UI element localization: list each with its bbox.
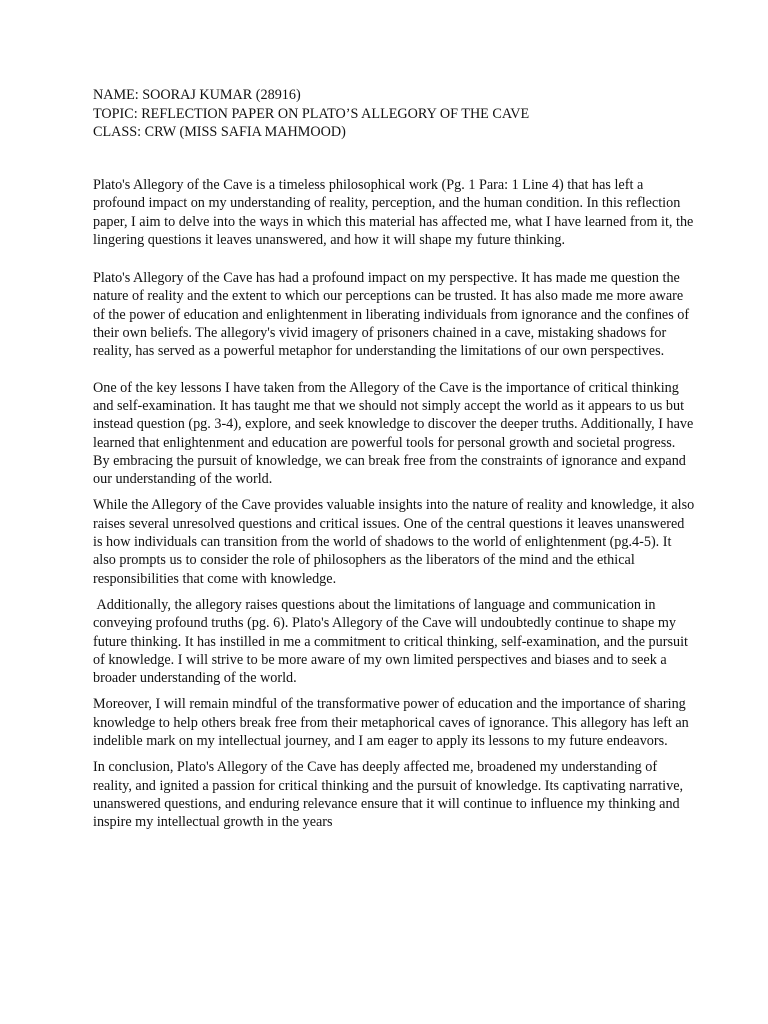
student-name: NAME: SOORAJ KUMAR (28916) (93, 87, 301, 103)
paragraph-unresolved-questions: While the Allegory of the Cave provides valuable insights into the nature of reality and knowledge, it also raises several unresolved questions and critical issues. One of the central questions it leaves unanswered is how individuals can transition from the world of shadows to the world of enlightenment (pg.4-5). It also prompts us to consider the role of philosophers as the liberators of the mind and the ethical responsibilities that come with knowledge. (93, 497, 695, 587)
paragraph-impact: Plato's Allegory of the Cave has had a profound impact on my perspective. It has made me question the nature of reality and the extent to which our perceptions can be trusted. It has also made me more aware of the power of education and enlightenment in liberating individuals from ignorance and the confines of their own beliefs. The allegory's vivid imagery of prisoners chained in a cave, mistaking shadows for reality, has served as a powerful metaphor for understanding the limitations of our own perspectives. (93, 270, 690, 360)
paragraph-education: Moreover, I will remain mindful of the transformative power of education and the importance of sharing knowledge to help others break free from their metaphorical caves of ignorance. This allegory has left an indelible mark on my intellectual journey, and I am eager to apply its lessons to my future endeavors. (93, 696, 689, 750)
paragraph-introduction: Plato's Allegory of the Cave is a timeless philosophical work (Pg. 1 Para: 1 Line 4) that has left a profound impact on my understanding of reality, perception, and the human condition. In this reflection paper, I aim to delve into the ways in which this material has affected me, what I have learned from it, the lingering questions it leaves unanswered, and how it will shape my future thinking. (93, 177, 694, 248)
paragraph-lessons: One of the key lessons I have taken from the Allegory of the Cave is the importance of critical thinking and self-examination. It has taught me that we should not simply accept the world as it appears to us but instead question (pg. 3-4), explore, and seek knowledge to discover the deeper truths. Additionally, I have learned that enlightenment and education are powerful tools for personal growth and societal progress. By embracing the pursuit of knowledge, we can break free from the constraints of ignorance and expand our understanding of the world. (93, 379, 694, 488)
paragraph-language-limits: Additionally, the allegory raises questions about the limitations of language and communication in conveying profound truths (pg. 6). Plato's Allegory of the Cave will undoubtedly continue to shape my future thinking. It has instilled in me a commitment to critical thinking, self-examination, and the pursuit of knowledge. I will strive to be more aware of my own limited perspectives and biases and to seek a broader understanding of the world. (93, 596, 692, 687)
paper-topic: TOPIC: REFLECTION PAPER ON PLATO’S ALLEGORY OF THE CAVE (93, 105, 530, 122)
document-body (93, 176, 695, 832)
class-info: CLASS: CRW (MISS SAFIA MAHMOOD) (93, 124, 346, 140)
document-header (93, 86, 693, 142)
paragraph-conclusion: In conclusion, Plato's Allegory of the Cave has deeply affected me, broadened my understanding of reality, and ignited a passion for critical thinking and the pursuit of knowledge. Its captivating narrative, unanswered questions, and enduring relevance ensure that it will continue to influence my thinking and inspire my intellectual growth in the years (93, 759, 684, 831)
